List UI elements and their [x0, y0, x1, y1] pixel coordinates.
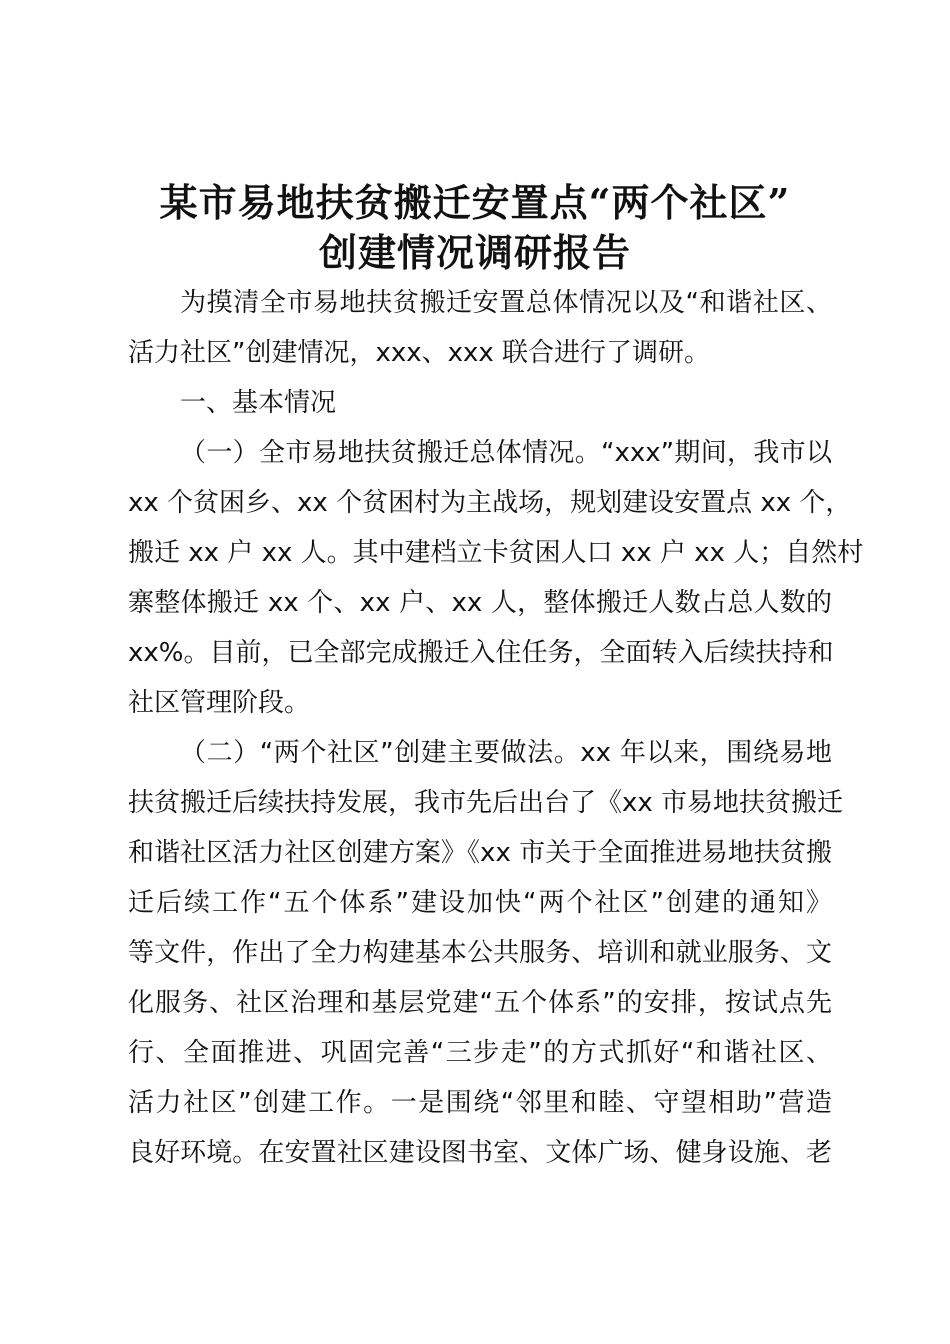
para-2-line-7: 行、全面推进、巩固完善“三步走”的方式抓好“和谐社区、: [128, 1038, 832, 1068]
document-title: [100, 178, 850, 278]
para-2-line-9: 良好环境。在安置社区建设图书室、文体广场、健身设施、老: [128, 1138, 832, 1168]
para-1-line-5: xx%。目前，已全部完成搬迁入住任务，全面转入后续扶持和: [128, 638, 834, 668]
para-2-line-2: 扶贫搬迁后续扶持发展，我市先后出台了《xx 市易地扶贫搬迁: [128, 788, 844, 818]
para-1-line-1: （一）全市易地扶贫搬迁总体情况。“xxx”期间，我市以: [180, 438, 832, 468]
para-1-line-2: xx 个贫困乡、xx 个贫困村为主战场，规划建设安置点 xx 个，: [128, 488, 852, 518]
para-2-line-1: （二）“两个社区”创建主要做法。xx 年以来，围绕易地: [180, 738, 832, 768]
para-2-line-6: 化服务、社区治理和基层党建“五个体系”的安排，按试点先: [128, 988, 832, 1018]
para-1-line-3: 搬迁 xx 户 xx 人。其中建档立卡贫困人口 xx 户 xx 人；自然村: [128, 538, 864, 568]
para-2-line-5: 等文件，作出了全力构建基本公共服务、培训和就业服务、文: [128, 938, 832, 968]
para-1-line-4: 寨整体搬迁 xx 个、xx 户、xx 人，整体搬迁人数占总人数的: [128, 588, 832, 618]
para-2-line-4: 迁后续工作“五个体系”建设加快“两个社区”创建的通知》: [128, 888, 832, 918]
document-body: [128, 278, 864, 1178]
intro-line-2: 活力社区”创建情况，xxx、xxx 联合进行了调研。: [128, 338, 711, 368]
para-2-line-8: 活力社区”创建工作。一是围绕“邻里和睦、守望相助”营造: [128, 1088, 832, 1118]
title-line-1: 某市易地扶贫搬迁安置点“两个社区”: [159, 180, 791, 225]
intro-line-1: 为摸清全市易地扶贫搬迁安置总体情况以及“和谐社区、: [180, 288, 832, 318]
section-heading: 一、基本情况: [180, 388, 337, 418]
title-line-2: 创建情况调研报告: [318, 230, 631, 275]
para-1-line-6: 社区管理阶段。: [128, 688, 311, 718]
para-2-line-3: 和谐社区活力社区创建方案》《xx 市关于全面推进易地扶贫搬: [128, 838, 832, 868]
